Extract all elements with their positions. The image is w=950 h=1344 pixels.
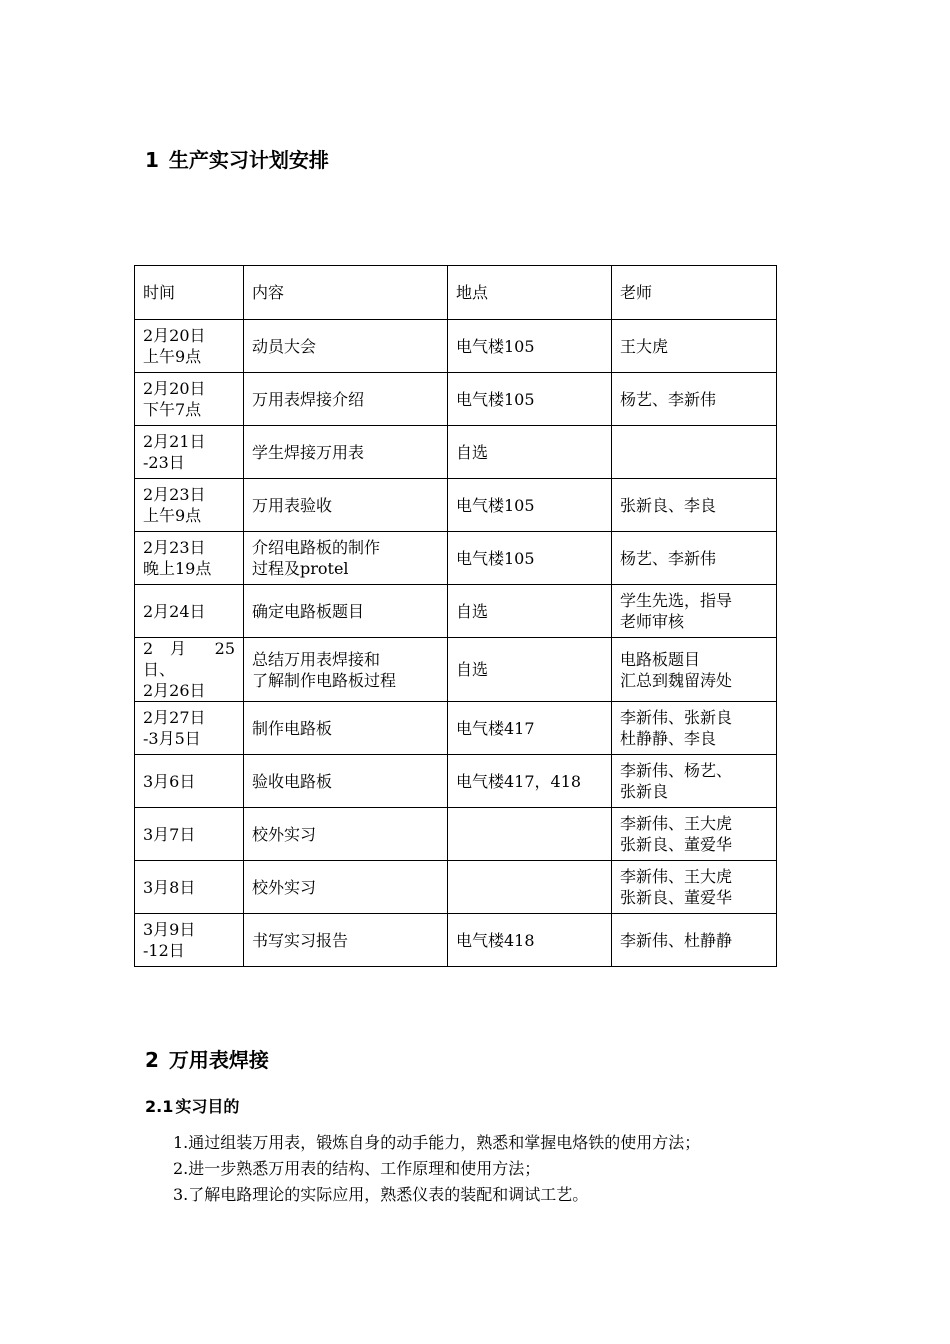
cell-time: [135, 755, 244, 808]
table-row: [135, 808, 777, 861]
cell-line: 上午9点: [143, 347, 202, 366]
schedule-table: [134, 265, 777, 967]
cell-line: 2月21日: [143, 432, 206, 451]
cell-line: 介绍电路板的制作: [252, 538, 381, 557]
cell-content: [244, 373, 448, 426]
cell-teacher: [612, 638, 777, 702]
cell-content: [244, 702, 448, 755]
cell-line: 3月8日: [143, 877, 196, 897]
cell-time: [135, 638, 244, 702]
cell-line: 电气楼105: [456, 495, 535, 515]
cell-line: 张新良: [620, 782, 669, 801]
cell-line: 李新伟、杨艺、: [620, 761, 733, 780]
cell-line: -3月5日: [143, 729, 201, 748]
cell-line: 张新良、李良: [620, 495, 717, 515]
cell-line: 杨艺、李新伟: [620, 548, 717, 568]
cell-line: 自选: [456, 601, 489, 621]
cell-time: [135, 585, 244, 638]
cell-line: 2 月 25: [143, 639, 235, 658]
cell-location: [448, 320, 612, 373]
cell-location: [448, 479, 612, 532]
cell-line: 2月23日: [143, 485, 206, 504]
cell-time: [135, 532, 244, 585]
subsection-number: 2.1: [145, 1097, 174, 1116]
cell-content: [244, 320, 448, 373]
cell-line: 校外实习: [252, 877, 317, 897]
cell-line: 日、: [143, 660, 176, 679]
cell-line: 2月27日: [143, 708, 206, 727]
cell-content: [244, 755, 448, 808]
cell-line: 李新伟、杜静静: [620, 930, 733, 950]
table-row: [135, 638, 777, 702]
cell-line: 确定电路板题目: [252, 601, 365, 621]
cell-line: 下午7点: [143, 400, 202, 419]
table-row: [135, 914, 777, 967]
cell-line: 2月26日: [143, 681, 206, 700]
table-row: [135, 861, 777, 914]
table-row: [135, 373, 777, 426]
cell-content: [244, 808, 448, 861]
section-title: 生产实习计划安排: [168, 148, 329, 172]
cell-line: 万用表验收: [252, 495, 333, 515]
cell-line: 电气楼105: [456, 548, 535, 568]
subsection-title: 实习目的: [175, 1097, 240, 1116]
cell-location: [448, 426, 612, 479]
cell-line: 杨艺、李新伟: [620, 389, 717, 409]
cell-content: [244, 585, 448, 638]
cell-line: 张新良、董爱华: [620, 835, 733, 854]
cell-content: [244, 861, 448, 914]
section-number: 1: [145, 148, 159, 172]
cell-line: 校外实习: [252, 824, 317, 844]
table-row: [135, 320, 777, 373]
list-item: 2.进一步熟悉万用表的结构、工作原理和使用方法；: [173, 1159, 541, 1178]
cell-line: 老师审核: [620, 612, 685, 631]
cell-content: [244, 532, 448, 585]
cell-teacher: [612, 426, 777, 479]
cell-line: 李新伟、王大虎: [620, 814, 733, 833]
cell-teacher: [612, 702, 777, 755]
cell-time: [135, 808, 244, 861]
cell-line: 2月20日: [143, 326, 206, 345]
header-teacher: 老师: [612, 266, 777, 320]
cell-line: 3月6日: [143, 771, 196, 791]
cell-line: 动员大会: [252, 336, 317, 356]
cell-time: [135, 373, 244, 426]
cell-line: 李新伟、张新良: [620, 708, 733, 727]
cell-line: 2月23日: [143, 538, 206, 557]
cell-line: 3月9日: [143, 920, 196, 939]
cell-line: 电气楼417，418: [456, 771, 582, 791]
table-row: [135, 755, 777, 808]
header-time: 时间: [135, 266, 244, 320]
schedule-table-body: [135, 320, 777, 967]
section-number: 2: [145, 1048, 159, 1072]
table-row: [135, 585, 777, 638]
cell-location: [448, 808, 612, 861]
list-item: 3.了解电路理论的实际应用，熟悉仪表的装配和调试工艺。: [173, 1185, 589, 1204]
cell-teacher: [612, 808, 777, 861]
cell-line: -12日: [143, 941, 185, 960]
cell-line: -23日: [143, 453, 185, 472]
cell-line: 自选: [456, 660, 489, 679]
cell-location: [448, 585, 612, 638]
header-content: 内容: [244, 266, 448, 320]
cell-location: [448, 914, 612, 967]
cell-line: 学生先选，指导: [620, 591, 733, 610]
list-item: 1.通过组装万用表，锻炼自身的动手能力，熟悉和掌握电烙铁的使用方法；: [173, 1133, 701, 1152]
cell-line: 3月7日: [143, 824, 196, 844]
cell-line: 万用表焊接介绍: [252, 389, 365, 409]
cell-content: [244, 914, 448, 967]
section-title: 万用表焊接: [168, 1048, 269, 1072]
cell-line: 汇总到魏留涛处: [620, 670, 733, 690]
objective-list: [173, 1130, 700, 1208]
cell-teacher: [612, 861, 777, 914]
cell-time: [135, 320, 244, 373]
cell-location: [448, 702, 612, 755]
cell-time: [135, 426, 244, 479]
table-row: [135, 702, 777, 755]
cell-line: 晚上19点: [143, 559, 212, 578]
table-row: [135, 532, 777, 585]
cell-line: 电气楼105: [456, 336, 535, 356]
table-row: [135, 479, 777, 532]
section-heading-multimeter: [145, 1047, 269, 1073]
cell-line: 过程及protel: [252, 559, 349, 578]
cell-time: [135, 861, 244, 914]
cell-line: 验收电路板: [252, 771, 333, 791]
cell-location: [448, 638, 612, 702]
subsection-heading-purpose: [145, 1096, 239, 1118]
cell-line: 制作电路板: [252, 718, 333, 738]
cell-line: 上午9点: [143, 506, 202, 525]
cell-time: [135, 702, 244, 755]
cell-line: 电气楼418: [456, 930, 535, 950]
section-heading-plan: [145, 147, 329, 173]
cell-location: [448, 532, 612, 585]
header-location: 地点: [448, 266, 612, 320]
cell-teacher: [612, 479, 777, 532]
cell-line: 书写实习报告: [252, 930, 349, 950]
cell-line: 自选: [456, 442, 489, 462]
cell-location: [448, 755, 612, 808]
cell-teacher: [612, 755, 777, 808]
cell-line: 电气楼417: [456, 718, 535, 738]
cell-line: 张新良、董爱华: [620, 888, 733, 907]
cell-teacher: [612, 585, 777, 638]
cell-content: [244, 638, 448, 702]
table-row: [135, 426, 777, 479]
cell-line: 杜静静、李良: [620, 729, 717, 748]
cell-line: 了解制作电路板过程: [252, 670, 397, 690]
cell-line: 学生焊接万用表: [252, 442, 365, 462]
cell-content: [244, 426, 448, 479]
cell-time: [135, 914, 244, 967]
cell-time: [135, 479, 244, 532]
cell-line: 电气楼105: [456, 389, 535, 409]
cell-content: [244, 479, 448, 532]
cell-teacher: [612, 914, 777, 967]
cell-line: 2月24日: [143, 601, 206, 621]
cell-teacher: [612, 532, 777, 585]
cell-line: 王大虎: [620, 336, 669, 356]
table-header-row: [135, 266, 777, 320]
cell-teacher: [612, 373, 777, 426]
cell-line: 2月20日: [143, 379, 206, 398]
cell-line: 电路板题目: [620, 649, 701, 669]
cell-location: [448, 373, 612, 426]
cell-location: [448, 861, 612, 914]
cell-line: 总结万用表焊接和: [252, 649, 381, 669]
cell-line: 李新伟、王大虎: [620, 867, 733, 886]
cell-teacher: [612, 320, 777, 373]
